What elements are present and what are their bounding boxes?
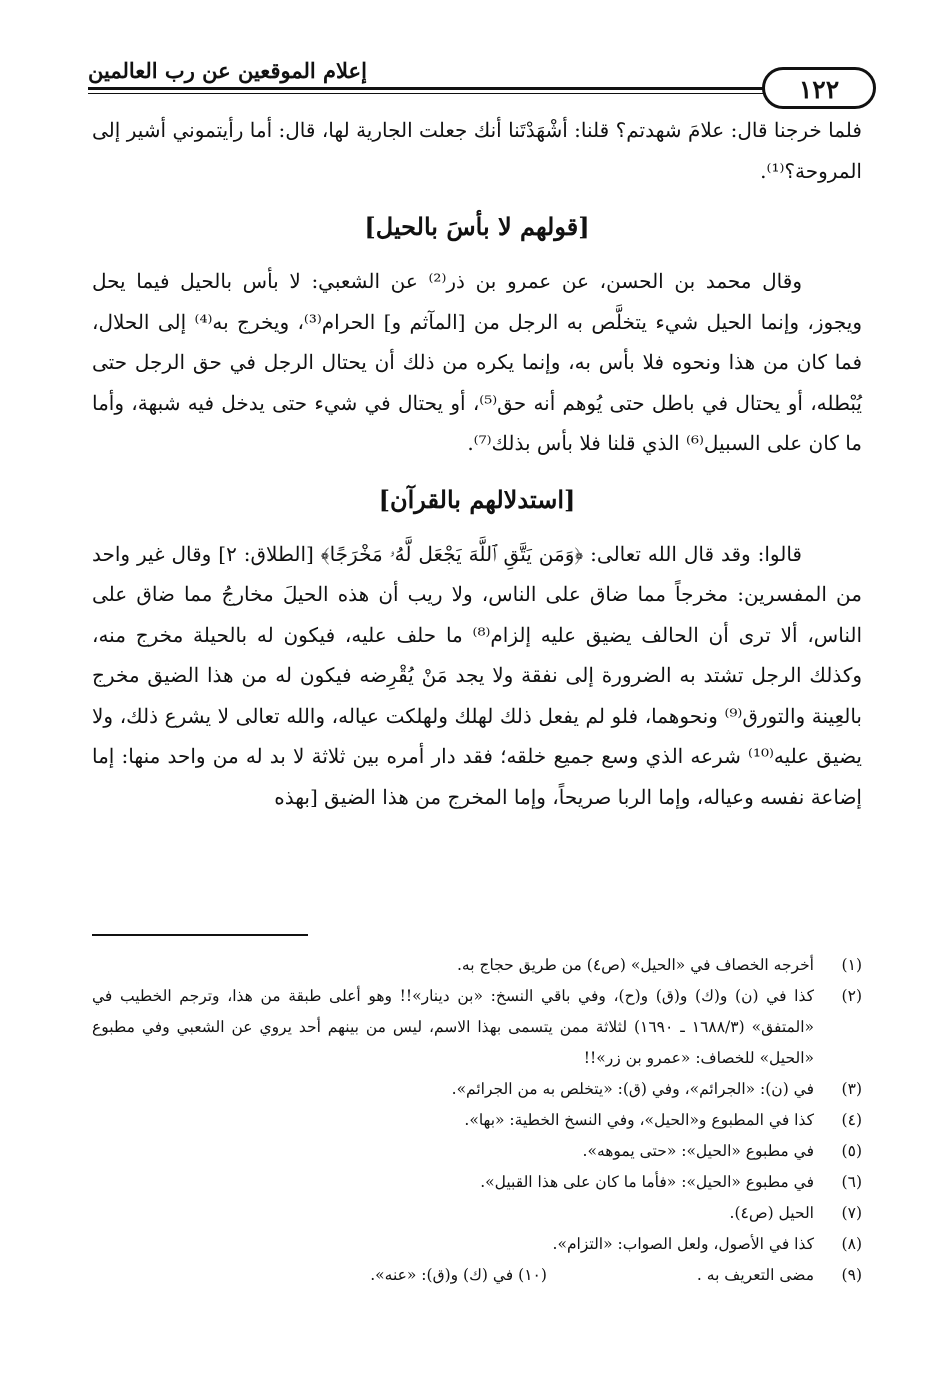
paragraph-2: وقال محمد بن الحسن، عن عمرو بن ذر⁽²⁾ عن الشعبي: لا بأس بالحيل فيما يحل ويجوز، وإنما الحيل شيء يتخلَّص به الرجل من [المآثم و] الحرام⁽³⁾، ويخرج به⁽⁴⁾ إلى الحلال، فما كان من هذا ونحوه فلا بأس به، وإنما يكره من ذلك أن يحتال الرجل في حق الرجل حتى يُبْطله، أو يحتال في باطل حتى يُوهم أنه حق⁽⁵⁾، أو يحتال في شيء حتى يدخل فيه شبهة، وأما ما كان على السبيل⁽⁶⁾ الذي قلنا فلا بأس بذلك⁽⁷⁾. <box>92 269 862 455</box>
footnote-text: كذا في المطبوع و«الحيل»، وفي النسخ الخطية: «بها». <box>464 1111 814 1129</box>
footnote-separator <box>92 934 308 936</box>
footnotes <box>92 950 862 1291</box>
footnote-5 <box>92 1136 862 1167</box>
header-rule-thin <box>88 93 766 94</box>
footnote-number: (٤) <box>841 1111 862 1129</box>
footnote-text: في (ن): «الجرائم»، وفي (ق): «يتخلص به من الجرائم». <box>451 1080 814 1098</box>
footnote-text: كذا في الأصول، ولعل الصواب: «التزام». <box>552 1235 814 1253</box>
footnote-1 <box>92 950 862 981</box>
footnote-number: (٣) <box>841 1080 862 1098</box>
footnote-number: (٨) <box>841 1235 862 1253</box>
footnote-text: الحيل (ص٤). <box>729 1204 814 1222</box>
paragraph-3: قالوا: وقد قال الله تعالى: ﴿وَمَن يَتَّقِ ٱللَّهَ يَجْعَل لَّهُۥ مَخْرَجًا﴾ [الطلاق: ٢] وقال غير واحد من المفسرين: مخرجاً مما ضاق على الناس، ولا ريب أن هذه الحيلَ مخارجُ مما ضاق على الناس، ألا ترى أن الحالف يضيق عليه إلزام⁽⁸⁾ ما حلف عليه، فيكون له بالحيلة مخرج منه، وكذلك الرجل تشتد به الضرورة إلى نفقة ولا يجد مَنْ يُقْرِضه فيكون له من هذا الضيق مخرج بالعِينة والتورق⁽⁹⁾ ونحوهما، فلو لم يفعل ذلك لهلك ولهلكت عياله، والله تعالى لا يشرع ذلك، ولا يضيق عليه⁽¹⁰⁾ شرعه الذي وسع جميع خلقه؛ فقد دار أمره بين ثلاثة لا بد له من واحد منها: إما إضاعة نفسه وعياله، وإما الربا صريحاً، وإما المخرج من هذا الضيق [بهذه <box>92 541 862 809</box>
footnote-number: (٧) <box>841 1204 862 1222</box>
footnote-10 <box>370 1260 547 1291</box>
footnote-number: (٥) <box>841 1142 862 1160</box>
section-heading-quran: [استدلالهم بالقرآن] <box>378 484 576 514</box>
page-number: ١٢٢ <box>762 67 876 109</box>
main-text <box>92 110 862 817</box>
footnote-8 <box>92 1229 862 1260</box>
footnote-number: (٩) <box>841 1266 862 1284</box>
footnote-number: (١) <box>841 956 862 974</box>
running-header <box>88 40 866 104</box>
footnote-number: (٢) <box>841 987 862 1005</box>
footnote-text: أخرجه الخصاف في «الحيل» (ص٤) من طريق حجاج به. <box>456 956 814 974</box>
footnote-number: (١٠) <box>518 1266 547 1284</box>
header-rule <box>88 87 766 90</box>
paragraph-1: فلما خرجنا قال: علامَ شهدتم؟ قلنا: أشْهَدْتَنا أنك جعلت الجارية لها، قال: أما رأيتموني أشير إلى المروحة؟⁽¹⁾. <box>92 118 862 183</box>
footnote-text: في (ك) و(ق): «عنه». <box>370 1266 514 1284</box>
footnote-text: في مطبوع «الحيل»: «فأما ما كان على هذا القبيل». <box>480 1173 814 1191</box>
footnote-text: في مطبوع «الحيل»: «حتى يموهه». <box>582 1142 814 1160</box>
section-heading-hiyal: [قولهم لا بأسَ بالحيل] <box>364 212 590 241</box>
footnote-text: كذا في (ن) و(ك) و(ق) و(ح)، وفي باقي النسخ: «بن دينار»!! وهو أعلى طبقة من هذا، وترجم الخطيب في «المتفق» (١٦٨٨/٣ ـ ١٦٩٠) لثلاثة ممن يتسمى بهذا الاسم، ليس من بينهم أحد يروي عن الشعبي وفي مطبوع «الحيل» للخصاف: «عمرو بن زر»!! <box>92 987 814 1067</box>
footnote-number: (٦) <box>841 1173 862 1191</box>
footnote-3 <box>92 1074 862 1105</box>
footnote-text: مضى التعريف به . <box>696 1266 814 1284</box>
book-title: إعلام الموقعين عن رب العالمين <box>88 58 367 83</box>
footnote-2 <box>92 981 862 1074</box>
footnote-7 <box>92 1198 862 1229</box>
footnote-9-and-10 <box>92 1260 862 1291</box>
footnote-6 <box>92 1167 862 1198</box>
footnote-4 <box>92 1105 862 1136</box>
